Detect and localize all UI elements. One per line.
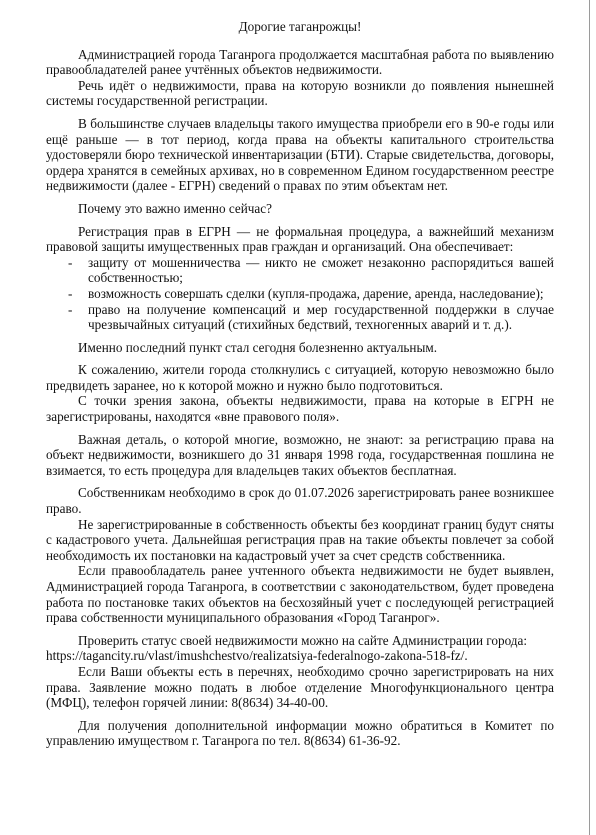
paragraph-fee-exemption: Важная деталь, о которой многие, возможно, не знают: за регистрацию права на объект недвижимости, возникшего до 31 января 1998 года, государственная пошлина не взимается, то есть процедура для владельцев таких объектов бесплатная. — [46, 431, 554, 478]
list-item-text: защиту от мошенничества — никто не сможет незаконно распорядиться вашей собственностью; — [88, 254, 554, 286]
paragraph-deadline: Собственникам необходимо в срок до 01.07.2026 зарегистрировать ранее возникшее право. — [46, 485, 554, 517]
bullet-marker: - — [68, 301, 73, 317]
paragraph-bti-history: В большинстве случаев владельцы такого имущества приобрели его в 90-е годы или ещё раньше — в тот период, когда права на объекты капитального строительства удостоверяли бюро технической инвентаризации (БТИ). Старые свидетельства, договоры, ордера хранятся в семейных архивах, но в современном Едином государственном реестре недвижимости (далее - ЕГРН) сведений о правах по этим объектам нет. — [46, 115, 554, 194]
paragraph-law-view: С точки зрения закона, объекты недвижимости, права на которые в ЕГРН не зарегистрированы, находятся «вне правового поля». — [46, 393, 554, 425]
paragraph-contact: Для получения дополнительной информации можно обратиться в Комитет по управлению имуществом г. Таганрога по тел. 8(8634) 61-36-92. — [46, 717, 554, 749]
page-edge-line — [589, 0, 590, 835]
website-link[interactable]: https://tagancity.ru/vlast/imushchestvo/realizatsiya-federalnogo-zakona-518-fz/. — [46, 648, 468, 664]
paragraph-rights-origin: Речь идёт о недвижимости, права на которую возникли до появления нынешней системы государственной регистрации. — [46, 77, 554, 109]
paragraph-mfc: Если Ваши объекты есть в перечнях, необходимо срочно зарегистрировать на них права. Заявление можно подать в любое отделение Многофункционального центра (МФЦ), телефон горячей линии: 8(8634) 34-40-00. — [46, 663, 554, 711]
list-item — [46, 302, 554, 333]
paragraph-intro: Администрацией города Таганрога продолжается масштабная работа по выявлению правообладателей ранее учтённых объектов недвижимости. — [46, 46, 554, 78]
list-item-text: возможность совершать сделки (купля-продажа, дарение, аренда, наследование); — [88, 285, 544, 301]
document-title: Дорогие таганрожцы! — [238, 19, 362, 34]
list-item — [46, 255, 554, 286]
list-item — [46, 286, 554, 302]
paragraph-ownerless: Если правообладатель ранее учтенного объекта недвижимости не будет выявлен, Администрацией города Таганрога, в соответствии с законодательством, будет проведена работа по постановке таких объектов на бесхозяйный учет с последующей регистрацией права собственности муниципального образования «Город Таганрог». — [46, 563, 554, 626]
paragraph-why-now: Почему это важно именно сейчас? — [78, 200, 272, 216]
paragraph-check-status: Проверить статус своей недвижимости можно на сайте Администрации города: — [78, 632, 528, 648]
paragraph-last-point: Именно последний пункт стал сегодня болезненно актуальным. — [78, 339, 437, 355]
paragraph-situation: К сожалению, жители города столкнулись с ситуацией, которую невозможно было предвидеть заранее, но к которой можно и нужно было подготовиться. — [46, 362, 554, 393]
bullet-marker: - — [68, 254, 73, 270]
list-item-text: право на получение компенсаций и мер государственной поддержки в случае чрезвычайных ситуаций (стихийных бедствий, техногенных аварий и т. д.). — [88, 301, 554, 333]
bullet-marker: - — [68, 285, 73, 301]
paragraph-egrn-registration: Регистрация прав в ЕГРН — не формальная процедура, а важнейший механизм правовой защиты имущественных прав граждан и организаций. Она обеспечивает: — [46, 223, 554, 255]
paragraph-cadastral-removal: Не зарегистрированные в собственность объекты без координат границ будут сняты с кадастрового учета. Дальнейшая регистрация прав на такие объекты повлечет за собой необходимость их постановки на кадастровый учет за счет средств собственника. — [46, 516, 554, 563]
benefits-list — [46, 255, 554, 333]
document-body — [46, 19, 554, 749]
